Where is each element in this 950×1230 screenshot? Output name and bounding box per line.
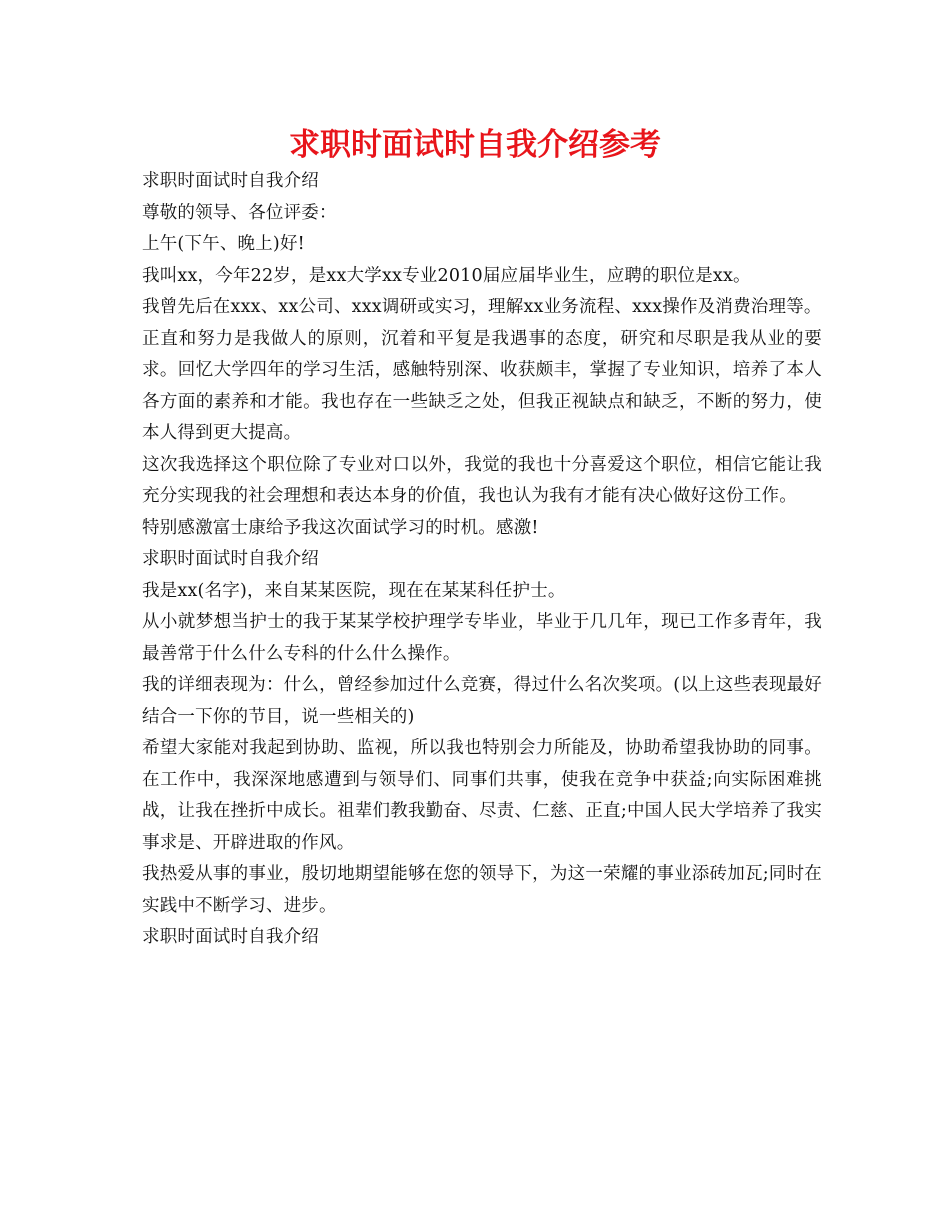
paragraph: 我叫xx，今年22岁，是xx大学xx专业2010届应届毕业生，应聘的职位是xx。 bbox=[142, 265, 751, 286]
document-body bbox=[142, 166, 822, 954]
paragraph: 求职时面试时自我介绍 bbox=[142, 927, 319, 947]
paragraph: 从小就梦想当护士的我于某某学校护理学专毕业，毕业于几几年，现已工作多青年，我最善常于什么什么专科的什么什么操作。 bbox=[142, 612, 822, 664]
paragraph: 我是xx(名字)，来自某某医院，现在在某某科任护士。 bbox=[142, 580, 566, 601]
paragraph: 特别感激富士康给予我这次面试学习的时机。感激! bbox=[142, 517, 539, 538]
paragraph: 我热爱从事的事业，殷切地期望能够在您的领导下，为这一荣耀的事业添砖加瓦;同时在实践中不断学习、进步。 bbox=[142, 864, 822, 916]
paragraph: 求职时面试时自我介绍 bbox=[142, 549, 319, 569]
paragraph: 正直和努力是我做人的原则，沉着和平复是我遇事的态度，研究和尽职是我从业的要求。回忆大学四年的学习生活，感触特别深、收获颇丰，掌握了专业知识，培养了本人各方面的素养和才能。我也存在一些缺乏之处，但我正视缺点和缺乏，不断的努力，使本人得到更大提高。 bbox=[142, 328, 822, 443]
paragraph: 上午(下午、晚上)好! bbox=[142, 234, 305, 254]
paragraph: 希望大家能对我起到协助、监视，所以我也特别会力所能及，协助希望我协助的同事。在工作中，我深深地感遭到与领导们、同事们共事，使我在竞争中获益;向实际困难挑战，让我在挫折中成长。祖辈们教我勤奋、尽责、仁慈、正直;中国人民大学培养了我实事求是、开辟进取的作风。 bbox=[142, 738, 822, 853]
paragraph: 这次我选择这个职位除了专业对口以外，我觉的我也十分喜爱这个职位，相信它能让我充分实现我的社会理想和表达本身的价值，我也认为我有才能有决心做好这份工作。 bbox=[142, 454, 822, 506]
paragraph: 尊敬的领导、各位评委： bbox=[142, 202, 337, 223]
paragraph: 我曾先后在xxx、xx公司、xxx调研或实习，理解xx业务流程、xxx操作及消费治理等。 bbox=[142, 297, 822, 317]
document-title: 求职时面试时自我介绍参考 bbox=[289, 127, 661, 163]
paragraph: 求职时面试时自我介绍 bbox=[142, 171, 319, 191]
paragraph: 我的详细表现为：什么，曾经参加过什么竞赛，得过什么名次奖项。(以上这些表现最好结合一下你的节目，说一些相关的) bbox=[142, 675, 822, 727]
